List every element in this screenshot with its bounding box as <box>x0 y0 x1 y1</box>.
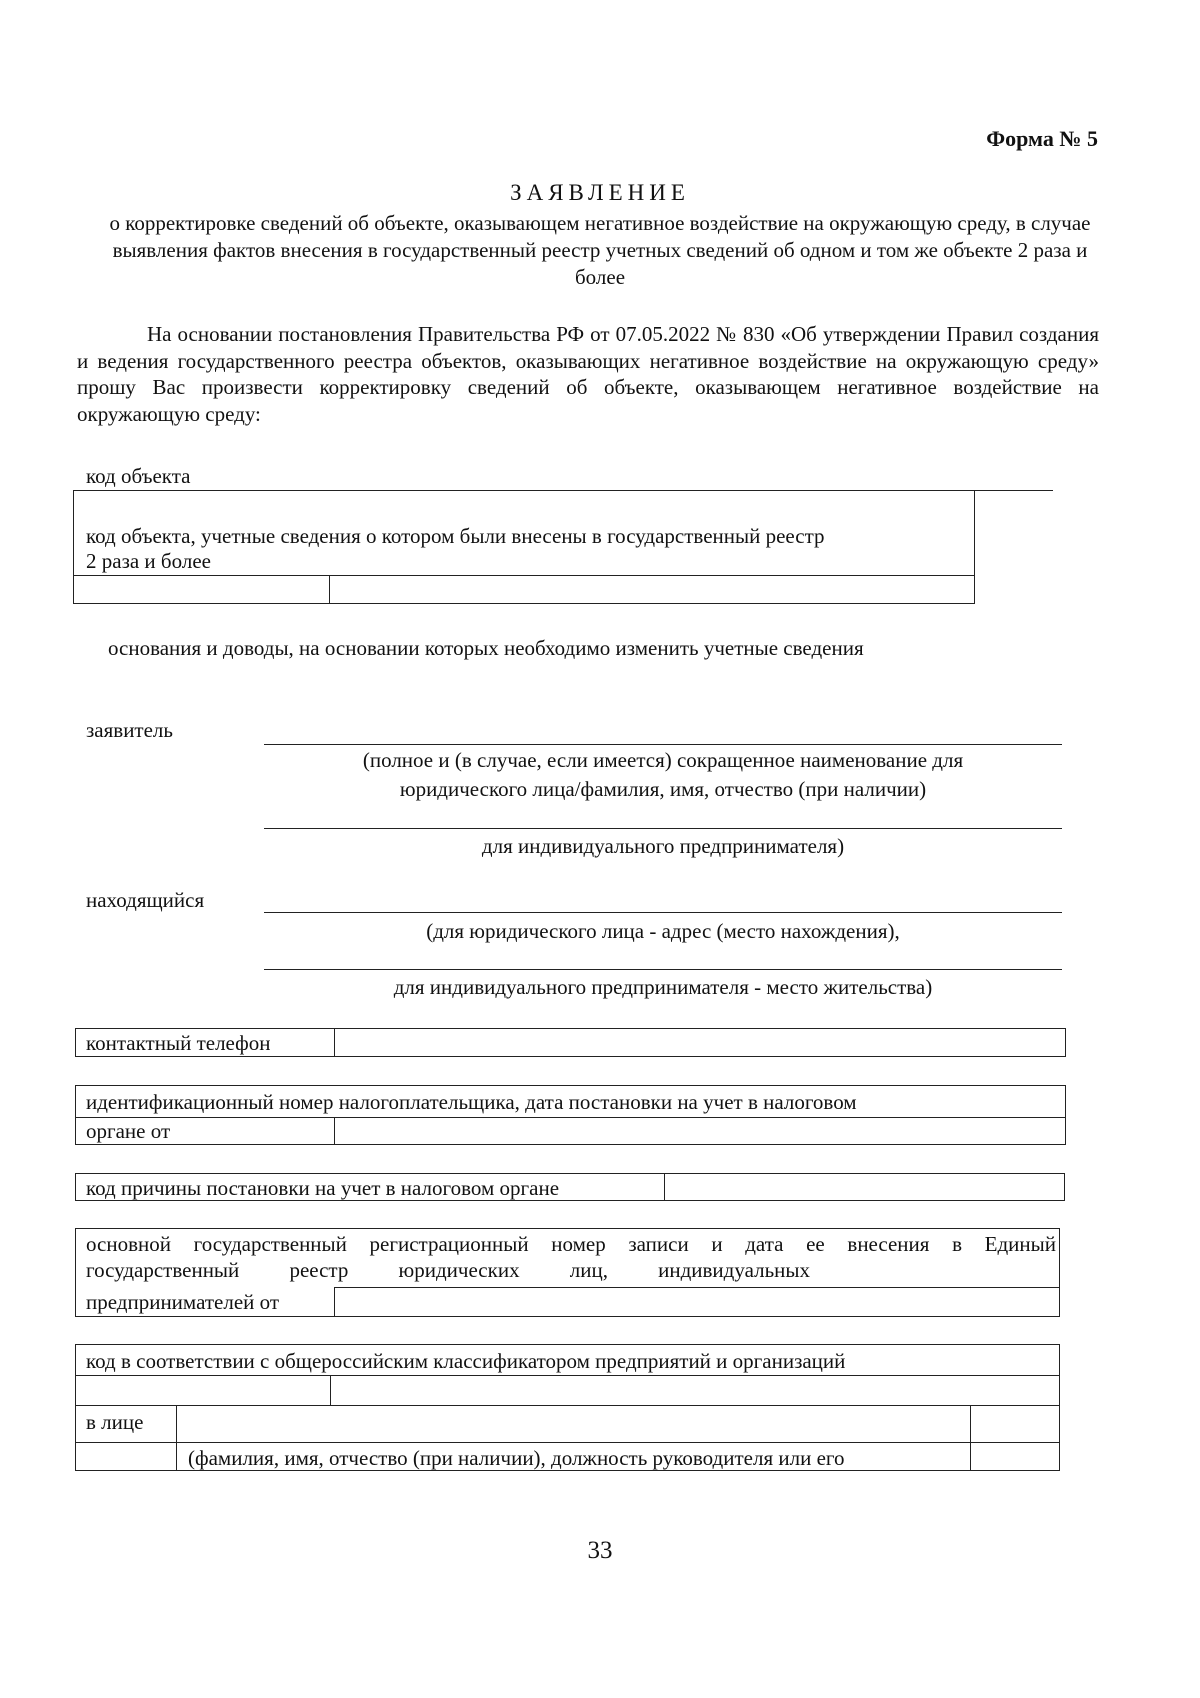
kpp-label: код причины постановки на учет в налоговом органе <box>86 1176 560 1200</box>
duplicate-code-label-line2: 2 раза и более <box>86 549 211 573</box>
represented-by-cell-divider-right <box>970 1405 971 1471</box>
kpp-input[interactable] <box>666 1175 1063 1199</box>
applicant-note-line3: для индивидуального предпринимателя) <box>481 834 845 858</box>
ogrn-cell-divider <box>334 1287 335 1317</box>
page-number: 33 <box>587 1537 613 1564</box>
location-input-line[interactable] <box>264 912 1062 913</box>
phone-cell-divider <box>334 1028 335 1057</box>
inn-label-line2: органе от <box>86 1119 171 1143</box>
okpo-input-left[interactable] <box>77 1377 328 1403</box>
location-note-line1: (для юридического лица - адрес (место нахождения), <box>426 919 900 943</box>
applicant-note-line2: юридического лица/фамилия, имя, отчество (при наличии) <box>399 777 927 801</box>
duplicate-code-input[interactable] <box>331 577 973 602</box>
applicant-label: заявитель <box>86 718 173 742</box>
kpp-cell-divider <box>664 1173 665 1201</box>
ogrn-label-line3: предпринимателей от <box>86 1290 280 1314</box>
document-subtitle: о корректировке сведений об объекте, оказывающем негативное воздействие на окружающую среду, в случае выявления фактов внесения в государственный реестр учетных сведений об одном и том же объекте 2 раза и более <box>109 211 1091 289</box>
represented-by-note: (фамилия, имя, отчество (при наличии), должность руководителя или его <box>188 1446 845 1470</box>
represented-by-divider-top <box>75 1405 1060 1406</box>
location-label: находящийся <box>86 888 205 912</box>
inn-divider <box>75 1117 1066 1118</box>
okpo-input-right[interactable] <box>332 1377 1058 1403</box>
inn-cell-divider <box>334 1117 335 1145</box>
inn-input[interactable] <box>336 1119 1064 1143</box>
ogrn-label-line1: основной государственный регистрационный номер записи и дата ее внесения в Единый <box>86 1232 1056 1256</box>
phone-input[interactable] <box>336 1030 1064 1055</box>
ogrn-divider <box>334 1287 1060 1288</box>
ogrn-input[interactable] <box>336 1289 1058 1315</box>
duplicate-code-divider <box>73 575 975 576</box>
duplicate-code-label-line1: код объекта, учетные сведения о котором были внесены в государственный реестр <box>86 524 825 548</box>
represented-by-cell-divider-left <box>176 1405 177 1471</box>
applicant-input-line-2[interactable] <box>264 828 1062 829</box>
object-code-input[interactable] <box>75 577 327 602</box>
applicant-note-line1: (полное и (в случае, если имеется) сокращенное наименование для <box>362 748 964 772</box>
represented-by-divider-bottom <box>75 1442 1060 1443</box>
form-number: Форма № 5 <box>986 126 1098 151</box>
phone-label: контактный телефон <box>86 1031 271 1055</box>
okpo-cell-divider <box>330 1375 331 1405</box>
inn-label-line1: идентификационный номер налогоплательщика, дата постановки на учет в налоговом <box>86 1090 857 1114</box>
document-title: ЗАЯВЛЕНИЕ <box>510 180 690 205</box>
represented-by-input[interactable] <box>178 1407 968 1441</box>
okpo-label: код в соответствии с общероссийским классификатором предприятий и организаций <box>86 1349 846 1373</box>
okpo-divider <box>75 1375 1060 1376</box>
applicant-input-line[interactable] <box>264 744 1062 745</box>
ogrn-label-line2: государственный реестр юридических лиц, индивидуальных <box>86 1258 810 1282</box>
object-code-label: код объекта <box>86 464 191 488</box>
duplicate-code-cell-divider <box>329 575 330 604</box>
intro-paragraph: На основании постановления Правительства РФ от 07.05.2022 № 830 «Об утверждении Правил создания и ведения государственного реестра объектов, оказывающих негативное воздействие на окружающую среду» прошу Вас произвести корректировку сведений об объекте, оказывающем негативное воздействие на окружающую среду: <box>77 322 1099 426</box>
grounds-label: основания и доводы, на основании которых необходимо изменить учетные сведения <box>108 636 864 660</box>
location-input-line-2[interactable] <box>264 969 1062 970</box>
represented-by-label: в лице <box>86 1410 144 1434</box>
location-note-line2: для индивидуального предпринимателя - место жительства) <box>393 975 933 999</box>
